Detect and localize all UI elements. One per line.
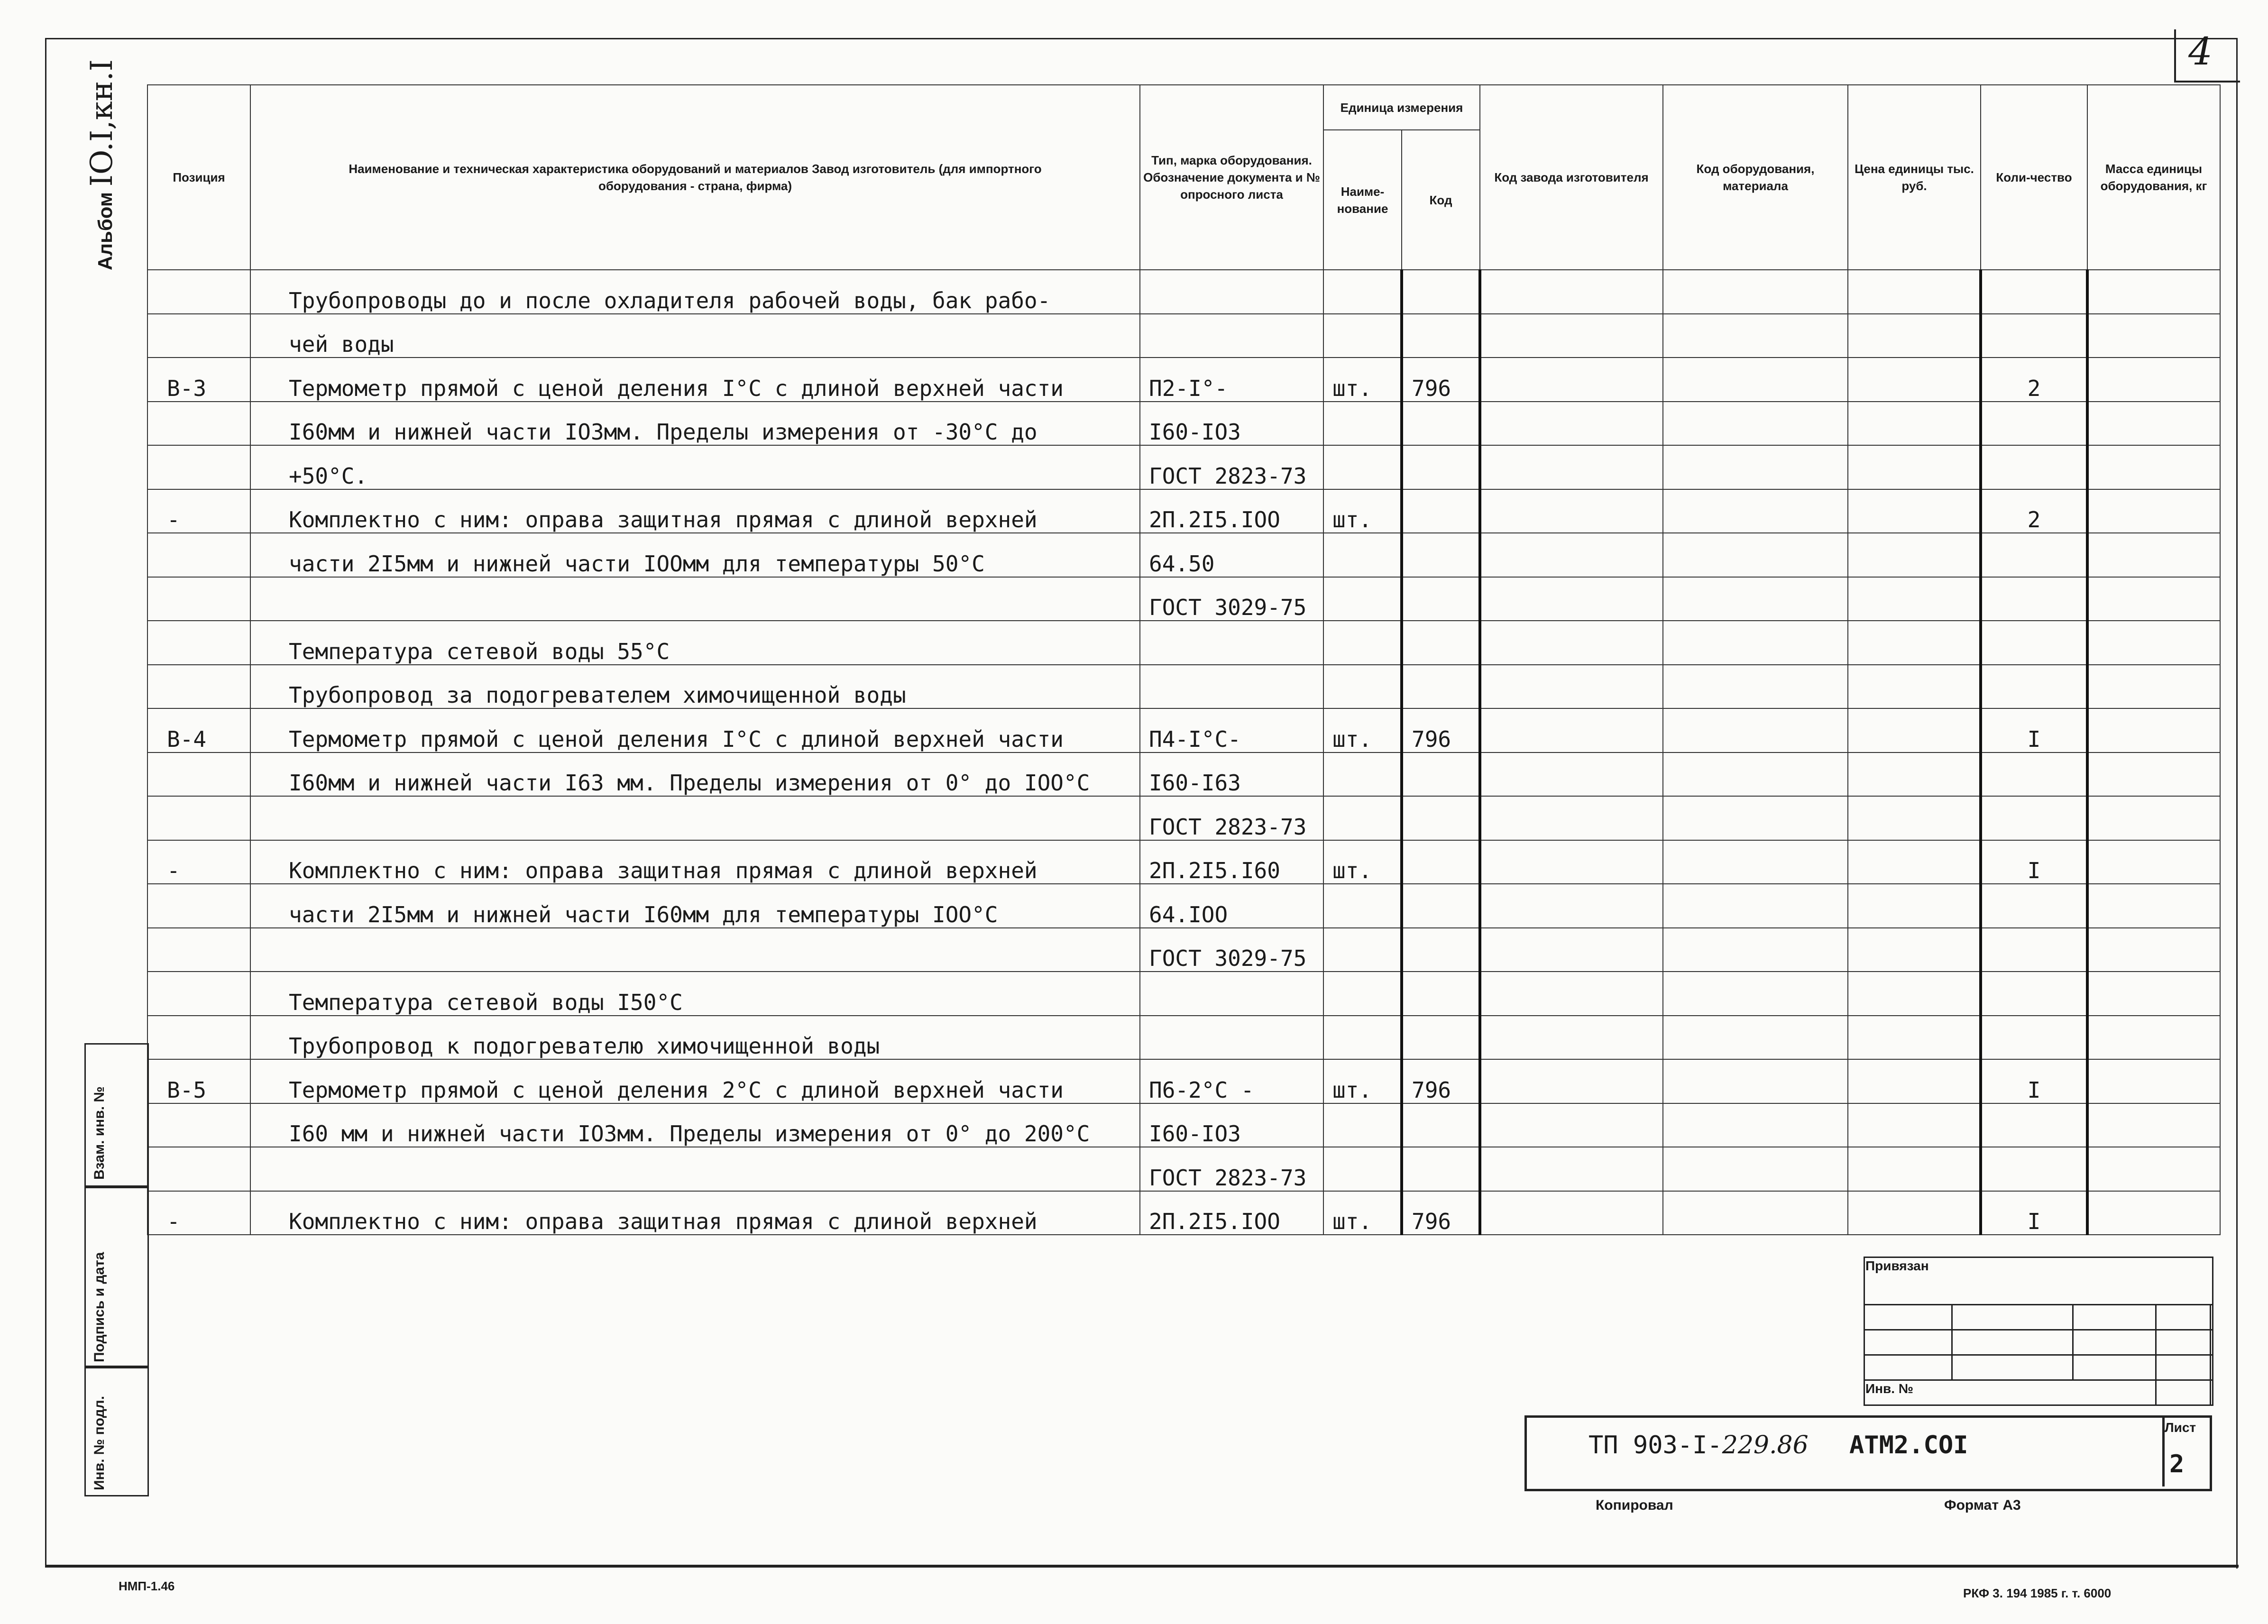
row-name bbox=[250, 796, 1140, 840]
row-maker-code bbox=[1480, 1059, 1663, 1103]
footer-kopiroval: Копировал bbox=[1596, 1497, 1673, 1513]
row-position bbox=[147, 533, 250, 577]
sheet-corner-number: 4 bbox=[2188, 29, 2213, 73]
row-maker-code bbox=[1480, 533, 1663, 577]
row-mass bbox=[2087, 489, 2220, 533]
list-label: Лист bbox=[2165, 1420, 2196, 1435]
row-mass bbox=[2087, 665, 2220, 709]
table-row bbox=[147, 972, 2220, 1016]
row-equip-code bbox=[1663, 621, 1848, 665]
row-price bbox=[1848, 621, 1981, 665]
row-qty bbox=[1981, 270, 2087, 314]
row-position bbox=[147, 402, 250, 446]
row-price bbox=[1848, 1103, 1981, 1147]
row-doc: 2П.2I5.IOO bbox=[1140, 1191, 1323, 1235]
row-position bbox=[147, 270, 250, 314]
row-mass bbox=[2087, 708, 2220, 752]
row-mass bbox=[2087, 1147, 2220, 1191]
row-equip-code bbox=[1663, 1147, 1848, 1191]
row-maker-code bbox=[1480, 928, 1663, 972]
header-price: Цена единицы тыс. руб. bbox=[1848, 85, 1981, 270]
row-unit-code bbox=[1402, 621, 1480, 665]
row-equip-code bbox=[1663, 884, 1848, 928]
header-qty: Коли-чество bbox=[1981, 85, 2087, 270]
row-position: - bbox=[147, 840, 250, 884]
row-price bbox=[1848, 533, 1981, 577]
footer-format: Формат А3 bbox=[1944, 1497, 2021, 1513]
row-mass bbox=[2087, 577, 2220, 621]
row-equip-code bbox=[1663, 972, 1848, 1016]
row-doc: I60-IO3 bbox=[1140, 1103, 1323, 1147]
row-qty bbox=[1981, 1103, 2087, 1147]
side-stamp bbox=[84, 1043, 151, 1494]
row-mass bbox=[2087, 533, 2220, 577]
row-unit: шт. bbox=[1323, 489, 1402, 533]
row-name: Комплектно с ним: оправа защитная прямая с длиной верхней bbox=[250, 840, 1140, 884]
row-unit-code bbox=[1402, 796, 1480, 840]
row-name: Температура сетевой воды 55°С bbox=[250, 621, 1140, 665]
table-row bbox=[147, 621, 2220, 665]
row-doc bbox=[1140, 972, 1323, 1016]
row-maker-code bbox=[1480, 1016, 1663, 1060]
header-unit: Единица измерения bbox=[1323, 85, 1480, 130]
footer-left: НМП-1.46 bbox=[119, 1579, 175, 1593]
row-equip-code bbox=[1663, 533, 1848, 577]
row-name: Термометр прямой с ценой деления I°С с длиной верхней части bbox=[250, 358, 1140, 402]
row-maker-code bbox=[1480, 796, 1663, 840]
row-name: Температура сетевой воды I50°С bbox=[250, 972, 1140, 1016]
row-name: части 2I5мм и нижней части IOOмм для температуры 50°С bbox=[250, 533, 1140, 577]
row-unit-code bbox=[1402, 665, 1480, 709]
row-qty bbox=[1981, 884, 2087, 928]
row-doc: 64.IOO bbox=[1140, 884, 1323, 928]
row-unit-code bbox=[1402, 533, 1480, 577]
row-price bbox=[1848, 402, 1981, 446]
table-row bbox=[147, 1191, 2220, 1235]
row-name: Термометр прямой с ценой деления 2°С с длиной верхней части bbox=[250, 1059, 1140, 1103]
row-unit: шт. bbox=[1323, 1191, 1402, 1235]
row-mass bbox=[2087, 840, 2220, 884]
header-mass: Масса единицы оборудования, кг bbox=[2087, 85, 2220, 270]
row-equip-code bbox=[1663, 1103, 1848, 1147]
header-equip-code: Код оборудования, материала bbox=[1663, 85, 1848, 270]
table-row bbox=[147, 445, 2220, 489]
row-name bbox=[250, 928, 1140, 972]
privyazan-label: Привязан bbox=[1865, 1258, 1929, 1273]
row-doc: 2П.2I5.I60 bbox=[1140, 840, 1323, 884]
row-qty bbox=[1981, 314, 2087, 358]
row-price bbox=[1848, 1016, 1981, 1060]
list-number: 2 bbox=[2169, 1450, 2185, 1478]
drawing-frame-bottom bbox=[45, 1565, 2239, 1568]
row-unit bbox=[1323, 270, 1402, 314]
row-mass bbox=[2087, 1016, 2220, 1060]
row-maker-code bbox=[1480, 402, 1663, 446]
row-unit-code bbox=[1402, 270, 1480, 314]
row-name: Термометр прямой с ценой деления I°С с длиной верхней части bbox=[250, 708, 1140, 752]
row-price bbox=[1848, 489, 1981, 533]
row-position bbox=[147, 1103, 250, 1147]
row-doc: ГОСТ 2823-73 bbox=[1140, 1147, 1323, 1191]
header-name: Наименование и техническая характеристика оборудований и материалов Завод изготовитель (для импортного оборудования - страна, фирма) bbox=[250, 85, 1140, 270]
row-unit bbox=[1323, 972, 1402, 1016]
row-price bbox=[1848, 1191, 1981, 1235]
row-doc: I60-IO3 bbox=[1140, 402, 1323, 446]
side-stamp-cell-podl bbox=[84, 1366, 149, 1496]
row-unit: шт. bbox=[1323, 358, 1402, 402]
row-doc: ГОСТ 3029-75 bbox=[1140, 577, 1323, 621]
row-price bbox=[1848, 270, 1981, 314]
table-row bbox=[147, 928, 2220, 972]
row-maker-code bbox=[1480, 577, 1663, 621]
row-name bbox=[250, 1147, 1140, 1191]
row-maker-code bbox=[1480, 840, 1663, 884]
row-mass bbox=[2087, 402, 2220, 446]
row-name: Комплектно с ним: оправа защитная прямая с длиной верхней bbox=[250, 1191, 1140, 1235]
row-doc bbox=[1140, 314, 1323, 358]
row-qty: 2 bbox=[1981, 358, 2087, 402]
row-price bbox=[1848, 708, 1981, 752]
privyazan-stamp bbox=[1864, 1257, 2213, 1406]
row-position bbox=[147, 1147, 250, 1191]
row-position bbox=[147, 928, 250, 972]
table-row bbox=[147, 1016, 2220, 1060]
row-maker-code bbox=[1480, 489, 1663, 533]
table-row bbox=[147, 752, 2220, 797]
inv-no-label: Инв. № bbox=[1865, 1381, 1914, 1396]
row-unit bbox=[1323, 621, 1402, 665]
row-price bbox=[1848, 752, 1981, 797]
row-mass bbox=[2087, 1103, 2220, 1147]
row-equip-code bbox=[1663, 358, 1848, 402]
row-doc: I60-I63 bbox=[1140, 752, 1323, 797]
row-mass bbox=[2087, 884, 2220, 928]
row-qty bbox=[1981, 928, 2087, 972]
row-qty bbox=[1981, 533, 2087, 577]
row-maker-code bbox=[1480, 1191, 1663, 1235]
row-maker-code bbox=[1480, 621, 1663, 665]
row-unit bbox=[1323, 884, 1402, 928]
equipment-table bbox=[147, 84, 2221, 1235]
row-position bbox=[147, 665, 250, 709]
row-unit-code: 796 bbox=[1402, 708, 1480, 752]
row-position: В-4 bbox=[147, 708, 250, 752]
row-name: Трубопровод к подогревателю химочищенной воды bbox=[250, 1016, 1140, 1060]
table-row bbox=[147, 270, 2220, 314]
row-equip-code bbox=[1663, 489, 1848, 533]
row-qty: I bbox=[1981, 708, 2087, 752]
side-label-vzam: Взам. инв. № bbox=[92, 1086, 107, 1180]
album-label bbox=[84, 59, 127, 270]
row-price bbox=[1848, 445, 1981, 489]
row-equip-code bbox=[1663, 1191, 1848, 1235]
title-tp-prefix: ТП 903-I- bbox=[1589, 1431, 1722, 1459]
row-maker-code bbox=[1480, 752, 1663, 797]
row-equip-code bbox=[1663, 1016, 1848, 1060]
row-price bbox=[1848, 796, 1981, 840]
side-stamp-cell-vzam bbox=[84, 1043, 149, 1188]
row-doc: П2-I°- bbox=[1140, 358, 1323, 402]
row-price bbox=[1848, 1059, 1981, 1103]
row-unit bbox=[1323, 445, 1402, 489]
row-unit bbox=[1323, 577, 1402, 621]
table-row bbox=[147, 489, 2220, 533]
row-equip-code bbox=[1663, 314, 1848, 358]
row-name: I60мм и нижней части IO3мм. Пределы измерения от -30°С до bbox=[250, 402, 1140, 446]
row-doc bbox=[1140, 270, 1323, 314]
row-unit-code: 796 bbox=[1402, 358, 1480, 402]
row-name: чей воды bbox=[250, 314, 1140, 358]
row-equip-code bbox=[1663, 1059, 1848, 1103]
row-unit-code bbox=[1402, 840, 1480, 884]
row-name: части 2I5мм и нижней части I60мм для температуры IOO°С bbox=[250, 884, 1140, 928]
table-row bbox=[147, 1059, 2220, 1103]
row-price bbox=[1848, 665, 1981, 709]
row-qty bbox=[1981, 402, 2087, 446]
row-maker-code bbox=[1480, 884, 1663, 928]
row-unit bbox=[1323, 796, 1402, 840]
row-mass bbox=[2087, 1191, 2220, 1235]
row-maker-code bbox=[1480, 665, 1663, 709]
footer-right: РКФ 3. 194 1985 г. т. 6000 bbox=[1963, 1586, 2112, 1600]
row-unit-code bbox=[1402, 402, 1480, 446]
row-unit-code: 796 bbox=[1402, 1059, 1480, 1103]
row-mass bbox=[2087, 928, 2220, 972]
row-price bbox=[1848, 314, 1981, 358]
row-maker-code bbox=[1480, 445, 1663, 489]
row-name bbox=[250, 577, 1140, 621]
table-row bbox=[147, 1147, 2220, 1191]
row-position: - bbox=[147, 489, 250, 533]
row-position bbox=[147, 796, 250, 840]
row-unit-code bbox=[1402, 884, 1480, 928]
row-price bbox=[1848, 358, 1981, 402]
album-code: IO.I,кн.I bbox=[84, 59, 119, 187]
title-tp-italic: 229.86 bbox=[1722, 1431, 1809, 1459]
row-price bbox=[1848, 928, 1981, 972]
row-name: Комплектно с ним: оправа защитная прямая с длиной верхней bbox=[250, 489, 1140, 533]
row-doc: П6-2°С - bbox=[1140, 1059, 1323, 1103]
row-unit: шт. bbox=[1323, 708, 1402, 752]
row-qty: I bbox=[1981, 1059, 2087, 1103]
side-label-podl: Инв. № подл. bbox=[92, 1395, 107, 1490]
row-position bbox=[147, 972, 250, 1016]
side-label-sign: Подпись и дата bbox=[92, 1252, 107, 1362]
header-maker-code: Код завода изготовителя bbox=[1480, 85, 1663, 270]
row-position bbox=[147, 445, 250, 489]
header-position: Позиция bbox=[147, 85, 250, 270]
row-unit-code bbox=[1402, 314, 1480, 358]
row-doc bbox=[1140, 665, 1323, 709]
row-doc: 64.50 bbox=[1140, 533, 1323, 577]
row-price bbox=[1848, 972, 1981, 1016]
table-row bbox=[147, 840, 2220, 884]
row-position bbox=[147, 314, 250, 358]
row-position bbox=[147, 1016, 250, 1060]
row-position bbox=[147, 577, 250, 621]
row-equip-code bbox=[1663, 840, 1848, 884]
table-row bbox=[147, 402, 2220, 446]
table-row bbox=[147, 1103, 2220, 1147]
row-maker-code bbox=[1480, 1103, 1663, 1147]
row-equip-code bbox=[1663, 402, 1848, 446]
row-qty: I bbox=[1981, 1191, 2087, 1235]
row-equip-code bbox=[1663, 270, 1848, 314]
row-unit bbox=[1323, 402, 1402, 446]
row-mass bbox=[2087, 752, 2220, 797]
row-price bbox=[1848, 577, 1981, 621]
row-price bbox=[1848, 884, 1981, 928]
row-qty: I bbox=[1981, 840, 2087, 884]
table-row bbox=[147, 314, 2220, 358]
table-row bbox=[147, 796, 2220, 840]
row-unit-code bbox=[1402, 489, 1480, 533]
table-row bbox=[147, 708, 2220, 752]
row-name: I60 мм и нижней части IO3мм. Пределы измерения от 0° до 200°С bbox=[250, 1103, 1140, 1147]
row-position bbox=[147, 752, 250, 797]
row-position bbox=[147, 621, 250, 665]
row-qty bbox=[1981, 972, 2087, 1016]
table-row bbox=[147, 358, 2220, 402]
title-doc-code: АТМ2.СОI bbox=[1849, 1431, 1968, 1459]
row-doc: П4-I°С- bbox=[1140, 708, 1323, 752]
row-equip-code bbox=[1663, 928, 1848, 972]
row-position: В-5 bbox=[147, 1059, 250, 1103]
row-unit bbox=[1323, 1147, 1402, 1191]
row-unit bbox=[1323, 928, 1402, 972]
header-unit-code: Код bbox=[1402, 130, 1480, 270]
row-unit-code bbox=[1402, 972, 1480, 1016]
row-qty bbox=[1981, 1016, 2087, 1060]
row-equip-code bbox=[1663, 796, 1848, 840]
row-equip-code bbox=[1663, 577, 1848, 621]
row-unit: шт. bbox=[1323, 840, 1402, 884]
row-qty bbox=[1981, 445, 2087, 489]
row-equip-code bbox=[1663, 752, 1848, 797]
drawing-frame-left bbox=[45, 38, 46, 1567]
row-equip-code bbox=[1663, 445, 1848, 489]
table-body bbox=[147, 270, 2220, 1235]
table-row bbox=[147, 884, 2220, 928]
row-equip-code bbox=[1663, 708, 1848, 752]
row-unit: шт. bbox=[1323, 1059, 1402, 1103]
row-maker-code bbox=[1480, 972, 1663, 1016]
row-position bbox=[147, 884, 250, 928]
row-unit bbox=[1323, 1016, 1402, 1060]
row-name: Трубопроводы до и после охладителя рабочей воды, бак рабо- bbox=[250, 270, 1140, 314]
row-maker-code bbox=[1480, 314, 1663, 358]
row-doc: ГОСТ 3029-75 bbox=[1140, 928, 1323, 972]
row-unit-code bbox=[1402, 1016, 1480, 1060]
row-mass bbox=[2087, 314, 2220, 358]
row-unit bbox=[1323, 1103, 1402, 1147]
header-type: Тип, марка оборудования. Обозначение документа и № опросного листа bbox=[1140, 85, 1323, 270]
table-row bbox=[147, 533, 2220, 577]
row-unit-code bbox=[1402, 445, 1480, 489]
row-unit bbox=[1323, 314, 1402, 358]
row-mass bbox=[2087, 445, 2220, 489]
header-unit-name: Наиме-нование bbox=[1323, 130, 1402, 270]
row-maker-code bbox=[1480, 708, 1663, 752]
row-doc bbox=[1140, 621, 1323, 665]
row-qty: 2 bbox=[1981, 489, 2087, 533]
row-name: Трубопровод за подогревателем химочищенной воды bbox=[250, 665, 1140, 709]
row-position: В-3 bbox=[147, 358, 250, 402]
row-mass bbox=[2087, 270, 2220, 314]
row-unit-code bbox=[1402, 928, 1480, 972]
row-maker-code bbox=[1480, 358, 1663, 402]
row-mass bbox=[2087, 1059, 2220, 1103]
row-name: I60мм и нижней части I63 мм. Пределы измерения от 0° до IOO°С bbox=[250, 752, 1140, 797]
row-doc bbox=[1140, 1016, 1323, 1060]
row-qty bbox=[1981, 752, 2087, 797]
row-price bbox=[1848, 1147, 1981, 1191]
row-qty bbox=[1981, 621, 2087, 665]
row-position: - bbox=[147, 1191, 250, 1235]
row-price bbox=[1848, 840, 1981, 884]
row-mass bbox=[2087, 358, 2220, 402]
row-unit-code bbox=[1402, 1147, 1480, 1191]
row-unit bbox=[1323, 533, 1402, 577]
side-stamp-cell-sign bbox=[84, 1185, 149, 1368]
row-unit bbox=[1323, 752, 1402, 797]
album-word: Альбом bbox=[94, 192, 116, 270]
row-doc: ГОСТ 2823-73 bbox=[1140, 796, 1323, 840]
row-doc: 2П.2I5.IOO bbox=[1140, 489, 1323, 533]
row-mass bbox=[2087, 621, 2220, 665]
row-name: +50°С. bbox=[250, 445, 1140, 489]
row-mass bbox=[2087, 796, 2220, 840]
row-qty bbox=[1981, 796, 2087, 840]
row-unit bbox=[1323, 665, 1402, 709]
row-qty bbox=[1981, 665, 2087, 709]
table-row bbox=[147, 665, 2220, 709]
title-tp-number bbox=[1589, 1431, 1809, 1459]
row-maker-code bbox=[1480, 270, 1663, 314]
row-unit-code bbox=[1402, 1103, 1480, 1147]
row-unit-code bbox=[1402, 752, 1480, 797]
row-equip-code bbox=[1663, 665, 1848, 709]
row-qty bbox=[1981, 577, 2087, 621]
table-row bbox=[147, 577, 2220, 621]
row-mass bbox=[2087, 972, 2220, 1016]
row-maker-code bbox=[1480, 1147, 1663, 1191]
row-doc: ГОСТ 2823-73 bbox=[1140, 445, 1323, 489]
row-unit-code: 796 bbox=[1402, 1191, 1480, 1235]
row-unit-code bbox=[1402, 577, 1480, 621]
row-qty bbox=[1981, 1147, 2087, 1191]
